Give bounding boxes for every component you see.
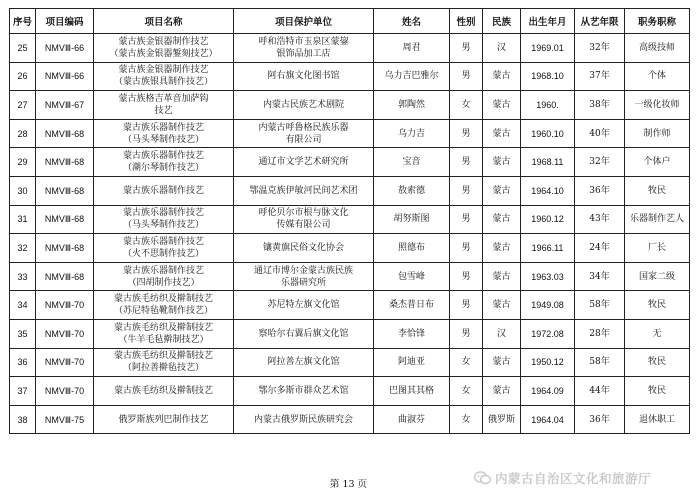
cell-project-code: NMVⅢ-66 — [36, 34, 94, 63]
cell-birth-date: 1949.08 — [521, 291, 575, 320]
table-row — [10, 262, 690, 291]
cell-ethnicity: 蒙古 — [483, 119, 521, 148]
cell-project-code: NMVⅢ-68 — [36, 234, 94, 263]
cell-gender: 男 — [450, 119, 483, 148]
cell-years-active: 40年 — [575, 119, 625, 148]
cell-protection-unit-line: 有限公司 — [285, 134, 322, 145]
cell-person-name: 巴图其其格 — [374, 377, 450, 406]
cell-birth-date: 1969.01 — [521, 34, 575, 63]
cell-protection-unit-line: 通辽市文学艺术研究所 — [258, 157, 349, 168]
table-row — [10, 234, 690, 263]
cell-protection-unit — [234, 377, 374, 406]
cell-protection-unit — [234, 148, 374, 177]
cell-project-name-line: （蒙古族银具制作技艺） — [113, 77, 213, 88]
cell-project-name-line: 蒙古族毛纺织及擀制技艺 — [113, 322, 213, 333]
cell-number: 36 — [10, 348, 36, 377]
column-header: 出生年月 — [521, 9, 575, 34]
watermark-text: 内蒙古自治区文化和旅游厅 — [495, 471, 652, 486]
cell-project-name-line: 蒙古族格吉革音加萨钩 — [118, 93, 209, 104]
page-number: 第 13 页 — [329, 479, 368, 490]
cell-protection-unit — [234, 262, 374, 291]
cell-job-title: 无 — [625, 319, 690, 348]
wechat-icon — [474, 471, 491, 485]
cell-person-name: 包雪峰 — [374, 262, 450, 291]
cell-person-name: 胡努斯图 — [374, 205, 450, 234]
cell-project-name-line: 俄罗斯族列巴制作技艺 — [118, 414, 209, 425]
cell-number: 31 — [10, 205, 36, 234]
cell-project-name-line: 蒙古族乐器制作技艺 — [122, 208, 204, 219]
cell-project-name — [94, 377, 234, 406]
cell-years-active: 38年 — [575, 91, 625, 120]
cell-project-name — [94, 119, 234, 148]
cell-ethnicity: 汉 — [483, 34, 521, 63]
cell-project-name — [94, 291, 234, 320]
table-row — [10, 34, 690, 63]
cell-protection-unit-line: 察哈尔右翼后旗文化馆 — [258, 328, 349, 339]
cell-protection-unit — [234, 119, 374, 148]
cell-protection-unit — [234, 291, 374, 320]
cell-job-title: 高级技师 — [625, 34, 690, 63]
cell-years-active: 36年 — [575, 176, 625, 205]
cell-project-code: NMVⅢ-68 — [36, 148, 94, 177]
cell-ethnicity: 蒙古 — [483, 262, 521, 291]
cell-gender: 女 — [450, 348, 483, 377]
cell-project-name-line: （潮尔琴制作技艺） — [122, 163, 204, 174]
table-row — [10, 405, 690, 434]
cell-protection-unit — [234, 176, 374, 205]
cell-years-active: 37年 — [575, 62, 625, 91]
cell-gender: 女 — [450, 405, 483, 434]
cell-protection-unit-line: 通辽市博尔金蒙古族民族 — [253, 265, 353, 276]
cell-years-active: 34年 — [575, 262, 625, 291]
cell-years-active: 58年 — [575, 348, 625, 377]
table-row — [10, 291, 690, 320]
cell-project-code: NMVⅢ-68 — [36, 176, 94, 205]
cell-project-name — [94, 205, 234, 234]
cell-protection-unit-line: 乐器研究所 — [280, 277, 326, 288]
cell-years-active: 32年 — [575, 148, 625, 177]
cell-gender: 男 — [450, 234, 483, 263]
column-header: 项目编码 — [36, 9, 94, 34]
table-row — [10, 319, 690, 348]
cell-years-active: 58年 — [575, 291, 625, 320]
cell-project-name-line: 技艺 — [154, 105, 173, 116]
cell-project-code: NMVⅢ-66 — [36, 62, 94, 91]
table-row — [10, 348, 690, 377]
cell-number: 26 — [10, 62, 36, 91]
cell-gender: 男 — [450, 262, 483, 291]
cell-job-title: 牧民 — [625, 377, 690, 406]
cell-person-name: 李恰锋 — [374, 319, 450, 348]
cell-protection-unit-line: 阿右旗文化图书馆 — [267, 71, 340, 82]
cell-job-title: 乐器制作艺人 — [625, 205, 690, 234]
cell-person-name: 周君 — [374, 34, 450, 63]
cell-number: 29 — [10, 148, 36, 177]
cell-job-title: 退休职工 — [625, 405, 690, 434]
table-row — [10, 62, 690, 91]
cell-job-title: 个体 — [625, 62, 690, 91]
cell-birth-date: 1964.04 — [521, 405, 575, 434]
cell-birth-date: 1968.10 — [521, 62, 575, 91]
table-header — [10, 9, 690, 34]
cell-project-name-line: （蒙古族金银器錾刻技艺） — [109, 48, 218, 59]
cell-project-name-line: 蒙古族乐器制作技艺 — [122, 151, 204, 162]
cell-gender: 男 — [450, 34, 483, 63]
inheritors-table — [9, 8, 690, 434]
cell-protection-unit-line: 呼和浩特市玉泉区蒙鋆 — [258, 36, 349, 47]
cell-number: 35 — [10, 319, 36, 348]
cell-ethnicity: 蒙古 — [483, 148, 521, 177]
cell-project-code: NMVⅢ-68 — [36, 119, 94, 148]
cell-years-active: 28年 — [575, 319, 625, 348]
cell-project-code: NMVⅢ-70 — [36, 319, 94, 348]
cell-project-name-line: 蒙古族毛纺织及擀制技艺 — [113, 294, 213, 305]
cell-protection-unit-line: 传媒有限公司 — [276, 220, 331, 231]
cell-birth-date: 1966.11 — [521, 234, 575, 263]
cell-person-name: 乌力吉 — [374, 119, 450, 148]
cell-job-title: 厂长 — [625, 234, 690, 263]
cell-number: 32 — [10, 234, 36, 263]
cell-project-code: NMVⅢ-75 — [36, 405, 94, 434]
cell-protection-unit — [234, 234, 374, 263]
cell-gender: 男 — [450, 62, 483, 91]
cell-protection-unit-line: 内蒙古俄罗斯民族研究会 — [253, 414, 353, 425]
cell-birth-date: 1972.08 — [521, 319, 575, 348]
column-header: 项目保护单位 — [234, 9, 374, 34]
cell-project-name — [94, 262, 234, 291]
cell-project-code: NMVⅢ-70 — [36, 291, 94, 320]
cell-job-title: 一级化妆师 — [625, 91, 690, 120]
cell-project-code: NMVⅢ-67 — [36, 91, 94, 120]
cell-project-name-line: 蒙古族乐器制作技艺 — [122, 122, 204, 133]
cell-project-name-line: （四胡制作技艺） — [127, 277, 200, 288]
cell-project-name — [94, 405, 234, 434]
cell-project-name-line: 蒙古族金银器制作技艺 — [118, 65, 209, 76]
cell-gender: 男 — [450, 148, 483, 177]
cell-protection-unit — [234, 205, 374, 234]
cell-job-title: 国家二级 — [625, 262, 690, 291]
table-row — [10, 205, 690, 234]
cell-number: 27 — [10, 91, 36, 120]
column-header: 序号 — [10, 9, 36, 34]
cell-years-active: 43年 — [575, 205, 625, 234]
cell-protection-unit-line: 呼伦贝尔市根与脉文化 — [258, 208, 349, 219]
cell-project-name — [94, 176, 234, 205]
table-body — [10, 34, 690, 434]
cell-project-name-line: （火不思制作技艺） — [122, 248, 204, 259]
cell-birth-date: 1968.11 — [521, 148, 575, 177]
cell-project-name-line: 蒙古族乐器制作技艺 — [122, 185, 204, 196]
cell-protection-unit-line: 阿拉善左旗文化馆 — [267, 357, 340, 368]
cell-birth-date: 1964.09 — [521, 377, 575, 406]
cell-project-name-line: 蒙古族乐器制作技艺 — [122, 265, 204, 276]
cell-number: 33 — [10, 262, 36, 291]
cell-project-name-line: （马头琴制作技艺） — [122, 220, 204, 231]
cell-number: 30 — [10, 176, 36, 205]
cell-ethnicity: 蒙古 — [483, 205, 521, 234]
column-header: 项目名称 — [94, 9, 234, 34]
cell-person-name: 郭陶然 — [374, 91, 450, 120]
cell-project-name — [94, 234, 234, 263]
cell-protection-unit-line: 内蒙古呼鲁格民族乐器 — [258, 122, 349, 133]
cell-protection-unit-line: 镶黄旗民俗文化协会 — [262, 242, 344, 253]
cell-project-code: NMVⅢ-68 — [36, 262, 94, 291]
cell-birth-date: 1960. — [521, 91, 575, 120]
column-header: 从艺年限 — [575, 9, 625, 34]
cell-ethnicity: 蒙古 — [483, 234, 521, 263]
cell-job-title: 制作师 — [625, 119, 690, 148]
cell-ethnicity: 蒙古 — [483, 176, 521, 205]
cell-job-title: 牧民 — [625, 291, 690, 320]
cell-ethnicity: 蒙古 — [483, 348, 521, 377]
cell-job-title: 牧民 — [625, 348, 690, 377]
cell-ethnicity: 蒙古 — [483, 291, 521, 320]
cell-protection-unit-line: 苏尼特左旗文化馆 — [267, 300, 340, 311]
cell-project-name-line: 蒙古族毛纺织及擀制技艺 — [113, 385, 213, 396]
cell-project-name-line: 蒙古族金银器制作技艺 — [118, 36, 209, 47]
cell-protection-unit — [234, 405, 374, 434]
cell-number: 28 — [10, 119, 36, 148]
column-header: 职务职称 — [625, 9, 690, 34]
watermark — [474, 469, 651, 487]
table-row — [10, 377, 690, 406]
cell-person-name: 宝音 — [374, 148, 450, 177]
cell-person-name: 曲淑芬 — [374, 405, 450, 434]
cell-person-name: 桑杰普日布 — [374, 291, 450, 320]
cell-number: 37 — [10, 377, 36, 406]
cell-job-title: 牧民 — [625, 176, 690, 205]
cell-protection-unit — [234, 62, 374, 91]
cell-number: 38 — [10, 405, 36, 434]
cell-years-active: 36年 — [575, 405, 625, 434]
cell-protection-unit — [234, 91, 374, 120]
cell-gender: 女 — [450, 377, 483, 406]
cell-person-name: 照德布 — [374, 234, 450, 263]
cell-ethnicity: 俄罗斯 — [483, 405, 521, 434]
cell-ethnicity: 蒙古 — [483, 377, 521, 406]
cell-years-active: 32年 — [575, 34, 625, 63]
cell-protection-unit — [234, 34, 374, 63]
cell-ethnicity: 汉 — [483, 319, 521, 348]
cell-project-code: NMVⅢ-68 — [36, 205, 94, 234]
cell-person-name: 乌力吉巴雅尔 — [374, 62, 450, 91]
cell-years-active: 24年 — [575, 234, 625, 263]
cell-gender: 男 — [450, 291, 483, 320]
table-row — [10, 119, 690, 148]
cell-project-name — [94, 62, 234, 91]
cell-project-name-line: 蒙古族毛纺织及擀制技艺 — [113, 351, 213, 362]
cell-gender: 男 — [450, 205, 483, 234]
cell-protection-unit-line: 鄂尔多斯市群众艺术馆 — [258, 385, 349, 396]
table-row — [10, 91, 690, 120]
cell-protection-unit-line: 鄂温克族伊敏河民间艺术团 — [249, 185, 358, 196]
column-header: 姓名 — [374, 9, 450, 34]
cell-ethnicity: 蒙古 — [483, 91, 521, 120]
cell-project-name — [94, 34, 234, 63]
cell-gender: 女 — [450, 91, 483, 120]
header-row — [10, 9, 690, 34]
cell-protection-unit — [234, 319, 374, 348]
table-row — [10, 148, 690, 177]
cell-project-code: NMVⅢ-70 — [36, 377, 94, 406]
cell-project-code: NMVⅢ-70 — [36, 348, 94, 377]
cell-protection-unit-line: 内蒙古民族艺术剧院 — [262, 99, 344, 110]
cell-birth-date: 1963.03 — [521, 262, 575, 291]
cell-ethnicity: 蒙古 — [483, 62, 521, 91]
cell-person-name: 敖索德 — [374, 176, 450, 205]
cell-protection-unit-line: 银饰品加工店 — [276, 48, 331, 59]
cell-gender: 男 — [450, 319, 483, 348]
cell-years-active: 44年 — [575, 377, 625, 406]
cell-gender: 男 — [450, 176, 483, 205]
cell-project-name-line: 蒙古族乐器制作技艺 — [122, 236, 204, 247]
column-header: 民族 — [483, 9, 521, 34]
cell-birth-date: 1950.12 — [521, 348, 575, 377]
cell-project-name-line: （马头琴制作技艺） — [122, 134, 204, 145]
cell-project-name — [94, 319, 234, 348]
cell-birth-date: 1960.10 — [521, 119, 575, 148]
cell-birth-date: 1960.12 — [521, 205, 575, 234]
cell-project-name — [94, 148, 234, 177]
cell-project-name-line: （阿拉善擀毡技艺） — [122, 363, 204, 374]
column-header: 性别 — [450, 9, 483, 34]
cell-protection-unit — [234, 348, 374, 377]
cell-project-name-line: （牛羊毛毡擀制技艺） — [118, 334, 209, 345]
cell-job-title: 个体户 — [625, 148, 690, 177]
cell-project-name-line: （苏尼特毡靴制作技艺） — [113, 306, 213, 317]
cell-number: 25 — [10, 34, 36, 63]
cell-project-name — [94, 348, 234, 377]
cell-project-name — [94, 91, 234, 120]
cell-number: 34 — [10, 291, 36, 320]
table-row — [10, 176, 690, 205]
cell-person-name: 阿迪亚 — [374, 348, 450, 377]
cell-birth-date: 1964.10 — [521, 176, 575, 205]
